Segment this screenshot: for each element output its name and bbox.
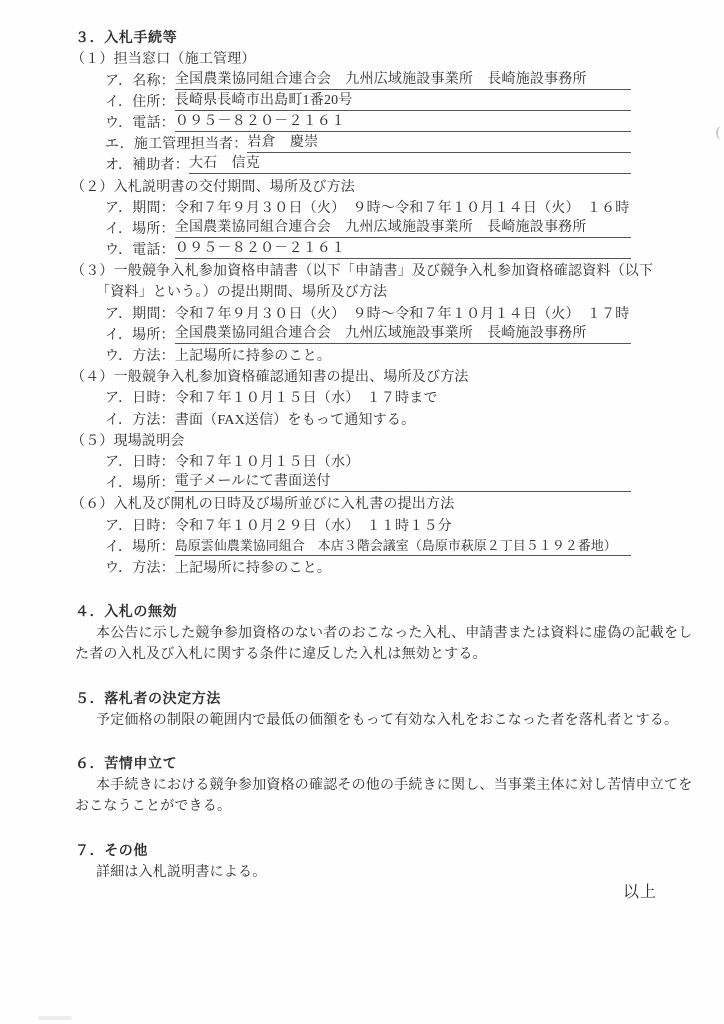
field-value-underlined: 長崎県長崎市出島町1番20号 [175,89,631,111]
line-text: ウ．電話： [105,243,175,259]
line-text: 「資料」という。）の提出期間、場所及び方法 [96,285,388,301]
text-line [71,492,724,513]
line-text: （５）現場説明会 [71,433,185,449]
line-text: ア．期間：令和７年９月３０日（火） ９時～令和７年１０月１４日（火） １６時 [105,200,630,216]
line-text: ア．日時：令和７年１０月１５日（水） １７時まで [105,391,438,407]
line-text: ア．期間：令和７年９月３０日（火） ９時～令和７年１０月１４日（火） １７時 [105,306,630,322]
section-2 [0,600,724,664]
section-4 [0,752,724,816]
field-line [105,132,631,153]
line-text: イ．場所： [105,327,175,343]
text-line [105,513,631,534]
line-text: 詳細は入札説明書による。 [96,864,267,880]
field-line [105,238,631,259]
section-heading: ７．その他 [75,843,148,859]
line-text: （１）担当窓口（施工管理） [71,52,256,68]
text-line [105,196,631,217]
line-text: 予定価格の制限の範囲内で最低の価額をもって有効な入札をおこなった者を落札者とする。 [96,712,679,728]
line-text: た者の入札及び入札に関する条件に違反した入札は無効とする。 [75,647,487,663]
field-value-underlined: ０９５－８２０－２１６１ [175,110,631,132]
line-text: エ．施工管理担当者： [105,137,248,153]
text-line [71,429,724,450]
text-line [96,280,724,301]
line-text: （３）一般競争入札参加資格申請書（以下「申請書」及び競争入札参加資格確認資料（以下 [71,264,654,280]
field-value-underlined: 全国農業協同組合連合会 九州広域施設事業所 長崎施設事務所 [175,322,631,344]
text-line [105,556,631,577]
text-line [71,259,724,280]
line-text: オ．補助者： [105,158,189,174]
text-line [96,773,724,794]
text-line [71,365,724,386]
line-text: 本公告に示した競争参加資格のない者のおこなった入札、申請書または資料に虚偽の記載をし [96,626,693,642]
line-text: （６）入札及び開札の日時及び場所並びに入札書の提出方法 [71,497,455,513]
field-line [105,153,631,174]
line-text: （４）一般競争入札参加資格確認通知書の提出、場所及び方法 [71,370,469,386]
line-text: ア．日時：令和７年１０月１５日（水） [105,454,360,470]
text-line [71,47,724,68]
line-text: ウ．方法：上記場所に持参のこと。 [105,560,332,576]
field-line [105,217,631,238]
line-text: イ．場所： [105,221,175,237]
text-line [105,407,631,428]
text-line [105,301,631,322]
field-value-underlined: 電子メールにて書面送付 [175,470,631,492]
field-value-underlined: ０９５－８２０－２１６１ [175,237,631,259]
closing-text: 以上 [622,883,657,901]
text-line [71,174,724,195]
field-value-underlined: 島原雲仙農業協同組合 本店３階会議室（島原市萩原２丁目５１９２番地） [175,535,631,556]
line-text: イ．住所： [105,94,175,110]
line-text: ウ．電話： [105,115,175,131]
text-line [96,860,724,881]
field-value-underlined: 岩倉 慶崇 [247,131,631,153]
section-3 [0,686,724,728]
field-value-underlined: 全国農業協同組合連合会 九州広域施設事業所 長崎施設事務所 [175,216,631,238]
line-text: （２）入札説明書の交付期間、場所及び方法 [71,179,355,195]
line-text: イ．方法：書面（FAX送信）をもって通知する。 [105,412,416,428]
text-line [105,386,631,407]
line-text: 本手続きにおける競争参加資格の確認その他の手続きに関し、当事業主体に対し苦情申立てを [96,778,693,794]
line-text: ウ．方法：上記場所に持参のこと。 [105,349,332,364]
text-line [96,621,724,642]
scan-artifact-edge-mark [716,126,724,140]
field-line [105,471,631,492]
section-5 [0,838,724,880]
field-line [105,535,631,556]
line-text: ア．日時：令和７年１０月２９日（水） １１時１５分 [105,518,452,534]
text-line [75,642,724,663]
field-line [105,68,631,89]
field-value-underlined: 全国農業協同組合連合会 九州広域施設事業所 長崎施設事務所 [175,68,631,90]
closing-line [0,881,657,902]
line-text: イ．場所： [105,539,175,555]
text-line [96,708,724,729]
field-line [105,111,631,132]
section-heading: ６．苦情申立て [75,757,178,772]
field-line [105,90,631,111]
text-line [105,450,631,471]
line-text: ア．名称： [105,73,175,89]
field-value-underlined: 大石 信克 [189,152,631,174]
field-line [105,323,631,344]
text-line [75,794,724,815]
text-line [105,344,631,365]
section-1 [0,26,724,577]
section-heading: ３．入札手続等 [75,31,178,47]
line-text: おこなうことができる。 [75,799,232,815]
line-text: イ．場所： [105,476,175,492]
section-heading: ５．落札者の決定方法 [75,691,221,707]
section-heading: ４．入札の無効 [75,605,178,621]
scan-artifact-smudge [38,1016,72,1020]
